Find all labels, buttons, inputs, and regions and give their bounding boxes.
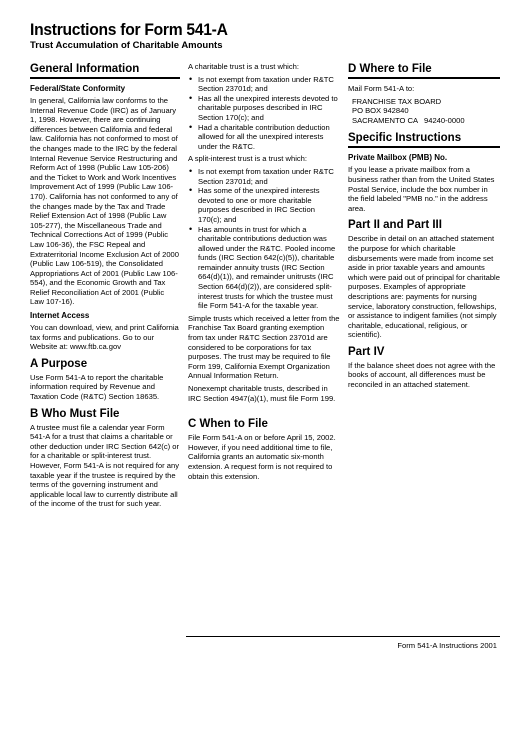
where-to-file-intro: Mail Form 541-A to: — [348, 84, 415, 93]
nonexempt-trusts-text: Nonexempt charitable trusts, described in IRC Section 4947(a)(1), must file Form 199. — [188, 384, 336, 403]
pmb-text: If you lease a private mailbox from a business rather than from the United States Postal Service, include the box number in the field labeled "PMB no." in the address area. — [348, 165, 495, 213]
when-to-file-text: File Form 541-A on or before April 15, 2002. However, if you need additional time to file, California grants an automatic six-month extension. A request form is not required to obtain this extension. — [188, 433, 336, 481]
address-line: PO BOX 942840 — [352, 106, 409, 116]
general-information-header — [30, 62, 180, 79]
split-interest-list — [188, 167, 340, 311]
footer-divider — [186, 636, 500, 637]
part-4-text: If the balance sheet does not agree with the books of account, all differences must be reconciled in an attached statement. — [348, 360, 496, 390]
internet-access-heading: Internet Access — [30, 311, 90, 321]
list-item: • Is not exempt from taxation under R&TC Section 23701d; and — [188, 75, 340, 94]
internet-access-text: You can download, view, and print California tax forms and publications. Go to our Website at: www.ftb.ca.gov — [30, 323, 179, 352]
list-item: • Had a charitable contribution deduction allowed for all the unexpired interests under the R&TC. — [188, 123, 340, 152]
list-item: • Has some of the unexpired interests devoted to one or more charitable purposes described in IRC Section 170(c); and — [188, 186, 340, 224]
mailing-address — [352, 97, 500, 126]
split-interest-intro: A split-interest trust is a trust which: — [188, 154, 308, 164]
part-4-heading: Part IV — [348, 345, 385, 358]
page-title: Instructions for Form 541-A — [30, 20, 228, 39]
purpose-text: Use Form 541-A to report the charitable information required by Revenue and Taxation Code (R&TC) Section 18635. — [30, 372, 164, 402]
column-right — [348, 62, 500, 393]
where-to-file-heading: D Where to File — [348, 63, 432, 75]
part-2-3-heading: Part II and Part III — [348, 219, 442, 232]
address-line: FRANCHISE TAX BOARD — [352, 96, 442, 106]
who-must-file-text: A trustee must file a calendar year Form 541-A for a trust that claims a charitable or other deduction under IRC Section 642(c) or for a charitable or split-interest trust. However, Form 541-A is not required for any taxable year if the trustee is required by the terms of the governing instrument and applicable local law to currently distribute all of the income of the trust for such year. — [30, 422, 180, 509]
list-item: • Has amounts in trust for which a charitable contributions deduction was allowed under the R&TC. Pooled income funds (IRC Section 642(c)(5)), charitable remainder annuity trusts (IRC Section 664(d)(1)), and remainder unitrusts (IRC Section 664(d)(2)), are considered split-interest trusts for which the trustee must file Form 541-A for the taxable year. — [188, 225, 340, 311]
pmb-heading: Private Mailbox (PMB) No. — [348, 153, 448, 163]
part-2-3-text: Describe in detail on an attached statement the purpose for which charitable disbursements were made from income set aside in prior taxable years and amounts which were paid out of principal for charitable purposes. Examples of appropriate descriptions are: payments for nursing service, laboratory construction, fellowships, or assistance to indigent families (not simply charitable, educational, religious, or scientific). — [348, 234, 500, 340]
where-to-file-header — [348, 62, 500, 79]
charitable-trust-list — [188, 75, 340, 152]
federal-conformity-text: In general, California law conforms to the Internal Revenue Code (IRC) as of January 1, 1998. However, there are continuing differences between California and federal law. California has not conformed to most of the changes made to the IRC by the federal Internal Revenue Service Restructuring and Reform Act of 1998 (Public Law 105-206) and the Ticket to Work and Work Incentives Improvement Act of 1999 (Public Law 106-170). California has not conformed to any of the changes made by the Tax and Trade Relief Extension Act of 1998 (Public Law 105-277), the Miscellaneous Trade and Technical Corrections Act of 1999 (Public Law 106-36), the FSC Repeal and Extraterritorial Income Exclusion Act of 2000 (Public Law 106-519), the Consolidated Appropriations Act of 2001 (Public Law 106-554), and the Economic Growth and Tax Relief Reconciliation Act of 2001 (Public Law 107-16). — [30, 96, 179, 307]
list-item: • Is not exempt from taxation under R&TC Section 23701d; and — [188, 167, 340, 186]
specific-instructions-heading: Specific Instructions — [348, 132, 462, 145]
purpose-heading: A Purpose — [30, 357, 88, 370]
when-to-file-heading: C When to File — [188, 418, 268, 431]
list-item: • Has all the unexpired interests devoted to charitable purposes described in IRC Section 170(c); and — [188, 94, 340, 123]
federal-conformity-heading: Federal/State Conformity — [30, 84, 126, 93]
simple-trusts-text: Simple trusts which received a letter from the Franchise Tax Board granting exemption from tax under R&TC Section 23701d are considered to be corporations for tax purposes. The trust may be required to file Form 199, California Exempt Organization Annual Information Return. — [188, 313, 340, 381]
footer-label: Form 541-A Instructions 2001 — [397, 641, 497, 650]
charitable-trust-intro: A charitable trust is a trust which: — [188, 62, 299, 71]
general-information-heading: General Information — [30, 63, 140, 75]
address-line: SACRAMENTO CA 94240-0000 — [352, 115, 465, 125]
page-subtitle: Trust Accumulation of Charitable Amounts — [30, 40, 223, 51]
column-middle — [188, 62, 340, 484]
who-must-file-heading: B Who Must File — [30, 407, 120, 420]
column-left — [30, 62, 180, 512]
specific-instructions-header — [348, 131, 500, 148]
